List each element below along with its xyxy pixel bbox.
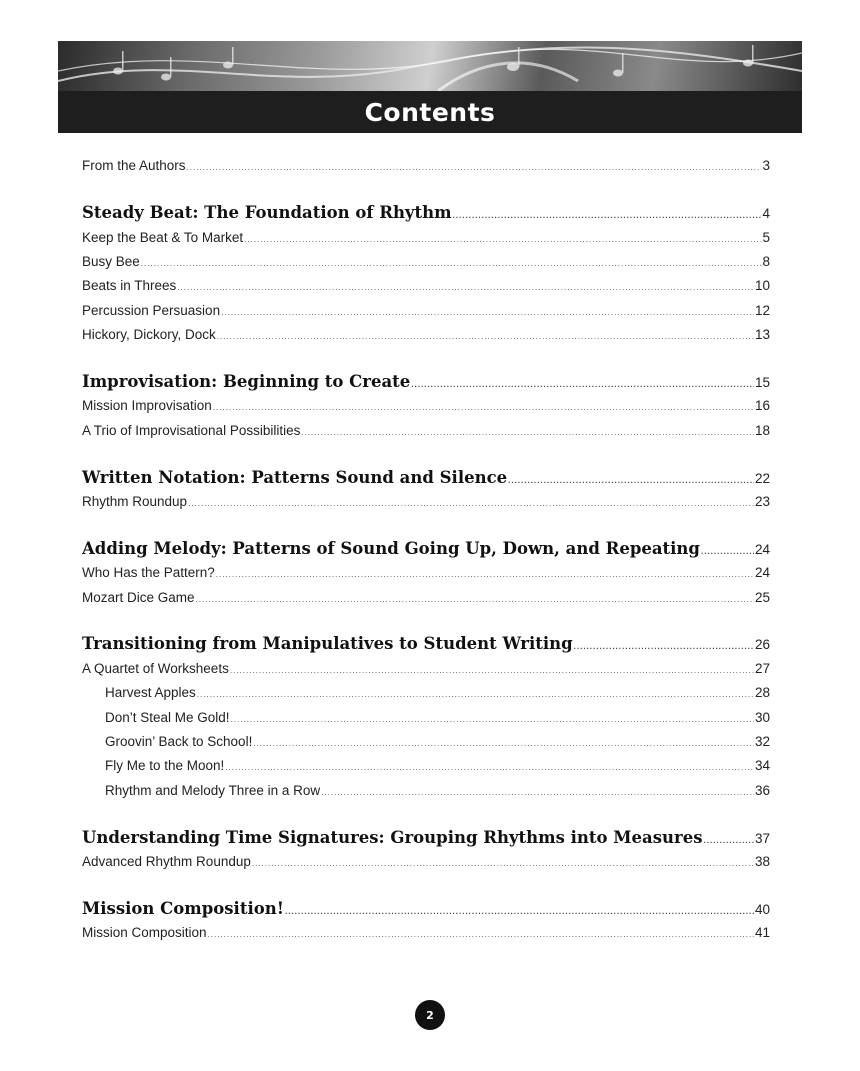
dot-leader — [701, 547, 754, 556]
toc-page-number: 23 — [754, 494, 770, 509]
toc-entry — [82, 925, 770, 940]
toc-entry — [82, 494, 770, 509]
toc-entry — [82, 254, 770, 269]
dot-leader — [285, 907, 754, 916]
toc-page-number: 4 — [762, 206, 770, 221]
toc-entry — [82, 661, 770, 676]
toc-entry — [105, 734, 770, 749]
toc-entry-label: Rhythm Roundup — [82, 494, 188, 509]
dot-leader — [208, 930, 754, 939]
toc-entry-label: Mission Composition! — [82, 899, 284, 918]
toc-entry-label: A Quartet of Worksheets — [82, 661, 229, 676]
dot-leader — [574, 642, 754, 651]
toc-page-number: 16 — [754, 398, 770, 413]
toc-entry-label: Harvest Apples — [105, 685, 196, 700]
toc-entry-label: Advanced Rhythm Roundup — [82, 854, 251, 869]
dot-leader — [704, 836, 754, 845]
toc-page-number: 40 — [754, 902, 770, 917]
page-title: Contents — [364, 97, 496, 127]
toc-entry-label: Busy Bee — [82, 254, 140, 269]
toc-entry — [105, 685, 770, 700]
dot-leader — [453, 211, 762, 220]
dot-leader — [141, 259, 762, 268]
toc-entry-label: Adding Melody: Patterns of Sound Going Up, Down, and Repeating — [82, 539, 700, 558]
toc-page-number: 38 — [754, 854, 770, 869]
toc-section-heading — [82, 828, 770, 847]
toc-entry — [105, 758, 770, 773]
toc-entry-label: Groovin’ Back to School! — [105, 734, 253, 749]
toc-page-number: 5 — [762, 230, 770, 245]
toc-entry — [82, 278, 770, 293]
dot-leader — [244, 235, 761, 244]
page-number-badge: 2 — [415, 1000, 445, 1030]
toc-page-number: 37 — [754, 831, 770, 846]
dot-leader — [217, 332, 754, 341]
dot-leader — [508, 476, 754, 485]
dot-leader — [188, 499, 754, 508]
dot-leader — [216, 570, 754, 579]
toc-entry-label: Percussion Persuasion — [82, 303, 221, 318]
toc-page-number: 22 — [754, 471, 770, 486]
toc-entry — [82, 565, 770, 580]
title-bar — [58, 91, 802, 133]
music-banner-image — [58, 41, 802, 91]
toc-entry — [82, 854, 770, 869]
toc-page-number: 13 — [754, 327, 770, 342]
toc-page-number: 41 — [754, 925, 770, 940]
toc-entry-label: A Trio of Improvisational Possibilities — [82, 423, 301, 438]
toc-entry-label: Beats in Threes — [82, 278, 177, 293]
toc-page-number: 12 — [754, 303, 770, 318]
toc-entry — [82, 303, 770, 318]
toc-entry-label: Mozart Dice Game — [82, 590, 195, 605]
toc-entry-label: Who Has the Pattern? — [82, 565, 215, 580]
dot-leader — [177, 283, 754, 292]
toc-page-number: 8 — [762, 254, 770, 269]
toc-entry — [82, 327, 770, 342]
toc-page-number: 28 — [754, 685, 770, 700]
toc-page-number: 18 — [754, 423, 770, 438]
toc-entry-label: Understanding Time Signatures: Grouping Rhythms into Measures — [82, 828, 703, 847]
toc-page-number: 34 — [754, 758, 770, 773]
toc-page-number: 15 — [754, 375, 770, 390]
toc-entry — [82, 158, 770, 173]
dot-leader — [253, 739, 754, 748]
toc-entry — [105, 710, 770, 725]
toc-entry — [82, 590, 770, 605]
dot-leader — [321, 788, 754, 797]
toc-entry — [82, 398, 770, 413]
dot-leader — [231, 715, 754, 724]
toc-section-heading — [82, 372, 770, 391]
toc-section-heading — [82, 468, 770, 487]
dot-leader — [187, 163, 762, 172]
dot-leader — [213, 403, 754, 412]
toc-section-heading — [82, 539, 770, 558]
toc-page-number: 26 — [754, 637, 770, 652]
toc-entry-label: Rhythm and Melody Three in a Row — [105, 783, 321, 798]
toc-entry-label: Improvisation: Beginning to Create — [82, 372, 411, 391]
toc-page-number: 24 — [754, 542, 770, 557]
dot-leader — [221, 308, 754, 317]
toc-section-heading — [82, 899, 770, 918]
dot-leader — [225, 763, 754, 772]
toc-entry-label: Steady Beat: The Foundation of Rhythm — [82, 203, 452, 222]
toc-page-number: 25 — [754, 590, 770, 605]
toc-page-number: 3 — [762, 158, 770, 173]
toc-entry-label: Keep the Beat & To Market — [82, 230, 244, 245]
toc-entry-label: Hickory, Dickory, Dock — [82, 327, 216, 342]
dot-leader — [411, 380, 754, 389]
toc-page-number: 24 — [754, 565, 770, 580]
dot-leader — [197, 690, 754, 699]
toc-page-number: 30 — [754, 710, 770, 725]
toc-entry-label: Fly Me to the Moon! — [105, 758, 225, 773]
dot-leader — [230, 666, 754, 675]
toc-entry-label: Transitioning from Manipulatives to Student Writing — [82, 634, 573, 653]
toc-entry-label: Mission Improvisation — [82, 398, 212, 413]
toc-section-heading — [82, 634, 770, 653]
dot-leader — [252, 859, 754, 868]
toc-entry-label: From the Authors — [82, 158, 186, 173]
toc-entry — [82, 230, 770, 245]
toc-entry-label: Don’t Steal Me Gold! — [105, 710, 230, 725]
banner-swirl-graphic — [58, 41, 802, 91]
toc-entry-label: Mission Composition — [82, 925, 207, 940]
toc-page-number: 36 — [754, 783, 770, 798]
toc-page-number: 32 — [754, 734, 770, 749]
toc-page-number: 10 — [754, 278, 770, 293]
toc-page-number: 27 — [754, 661, 770, 676]
toc-entry — [105, 783, 770, 798]
toc-entry-label: Written Notation: Patterns Sound and Silence — [82, 468, 508, 487]
toc-entry — [82, 423, 770, 438]
toc-section-heading — [82, 203, 770, 222]
dot-leader — [301, 428, 754, 437]
dot-leader — [196, 595, 754, 604]
